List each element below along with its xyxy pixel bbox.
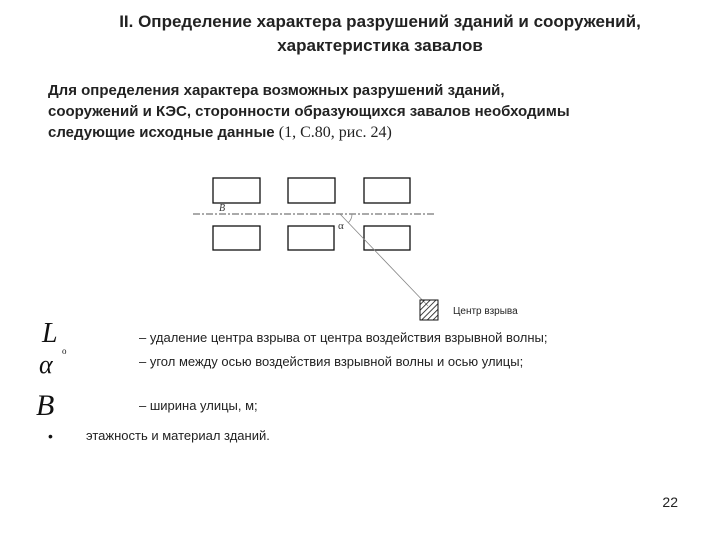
intro-line-1: Для определения характера возможных разрушений зданий,: [48, 82, 505, 99]
angle-arc: [349, 214, 353, 223]
title-line-1: II. Определение характера разрушений зданий и сооружений,: [119, 12, 641, 31]
building-top-1: [213, 178, 260, 203]
explosion-center-marker: [420, 300, 438, 320]
building-top-2: [288, 178, 335, 203]
bullet-text: этажность и материал зданий.: [86, 428, 270, 443]
bullet-marker: •: [48, 428, 53, 444]
symbol-alpha: α: [39, 350, 53, 379]
blast-direction-line: [340, 214, 428, 306]
intro-line-3-text: следующие исходные данные: [48, 124, 275, 141]
symbol-b: B: [36, 389, 55, 422]
page-number: 22: [662, 494, 678, 510]
explosion-center-label: Центр взрыва: [453, 306, 518, 317]
diagram-label-alpha: α: [338, 220, 344, 232]
intro-reference: (1, С.80, рис. 24): [278, 124, 392, 141]
definition-alpha: – угол между осью воздействия взрывной волны и осью улицы;: [139, 354, 524, 369]
symbol-l: L: [42, 318, 58, 349]
building-bottom-1: [213, 226, 260, 250]
definition-l: – удаление центра взрыва от центра воздействия взрывной волны;: [139, 330, 548, 345]
diagram-label-b: B: [219, 203, 226, 214]
title-line-2: характеристика завалов: [277, 36, 483, 55]
definition-b: – ширина улицы, м;: [139, 398, 258, 413]
building-top-3: [364, 178, 410, 203]
symbol-alpha-superscript: о: [62, 346, 67, 356]
intro-line-2: сооружений и КЭС, сторонности образующихся завалов необходимы: [48, 103, 570, 120]
building-bottom-2: [288, 226, 334, 250]
